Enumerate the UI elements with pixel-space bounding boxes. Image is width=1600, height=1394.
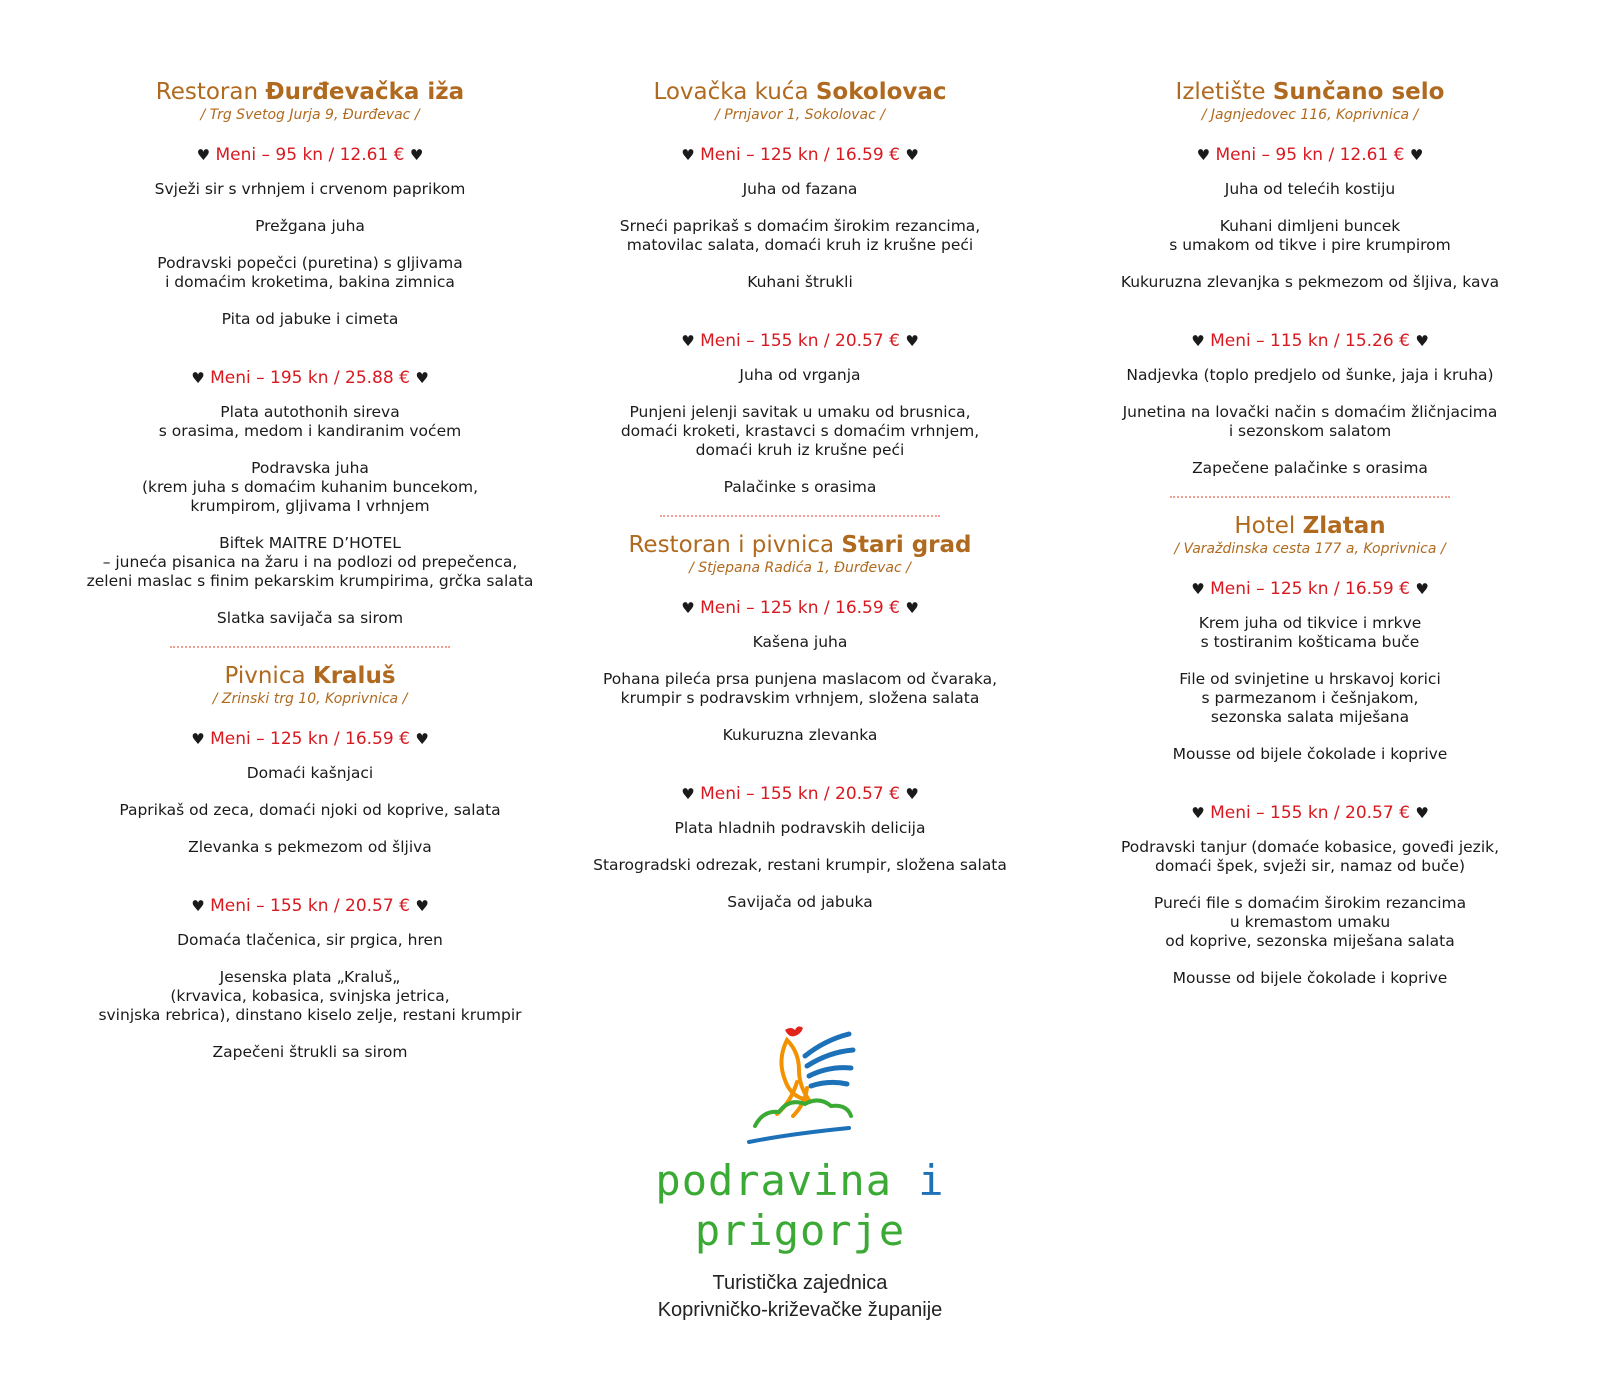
menu-price: Meni – 155 kn / 20.57 € — [700, 784, 900, 804]
restaurant-section — [575, 78, 1025, 497]
menu-dish: Svježi sir s vrhnjem i crvenom paprikom — [154, 180, 466, 198]
heart-icon: ♥ — [1415, 332, 1429, 350]
menu-dish: Srneći paprikaš s domaćim širokim rezancima, matovilac salata, domaći kruh iz krušne peći — [619, 217, 981, 254]
menu-heading — [70, 367, 550, 389]
menu-price: Meni – 155 kn / 20.57 € — [1210, 803, 1410, 823]
menu-dish: Zapečene palačinke s orasima — [1192, 459, 1428, 477]
heart-icon: ♥ — [905, 146, 919, 164]
menu-dish: Domaći kašnjaci — [246, 764, 374, 782]
restaurant-address: / Jagnjedovec 116, Koprivnica / — [1201, 107, 1419, 123]
heart-icon: ♥ — [681, 599, 695, 617]
menu-price: Meni – 125 kn / 16.59 € — [700, 145, 900, 165]
menu-dish: Palačinke s orasima — [723, 478, 877, 496]
menu-dish: Kašena juha — [752, 633, 848, 651]
heart-icon: ♥ — [196, 146, 211, 164]
restaurant-section — [70, 78, 550, 628]
heart-icon: ♥ — [1415, 580, 1429, 598]
menu-dish: Kukuruzna zlevanjka s pekmezom od šljiva, kava — [1120, 273, 1500, 291]
restaurant-address: / Trg Svetog Jurja 9, Đurđevac / — [200, 107, 420, 123]
restaurant-title-prefix: Lovačka kuća — [653, 79, 809, 105]
menu-price: Meni – 125 kn / 16.59 € — [210, 729, 410, 749]
restaurant-title-prefix: Izletište — [1175, 79, 1266, 105]
menu-price: Meni – 95 kn / 12.61 € — [1215, 145, 1405, 165]
menu-price: Meni – 155 kn / 20.57 € — [210, 896, 410, 916]
heart-icon: ♥ — [1196, 146, 1211, 164]
restaurant-section — [1070, 78, 1550, 478]
menu-price: Meni – 115 kn / 15.26 € — [1210, 331, 1410, 351]
menu-price: Meni – 125 kn / 16.59 € — [1210, 579, 1410, 599]
menu-dish: Zlevanka s pekmezom od šljiva — [188, 838, 432, 856]
menu-heading — [575, 597, 1025, 619]
column-3 — [1070, 78, 1550, 1006]
restaurant-title — [575, 531, 1025, 559]
menu-dish: Mousse od bijele čokolade i koprive — [1172, 969, 1448, 987]
heart-icon: ♥ — [415, 897, 429, 915]
heart-icon: ♥ — [415, 369, 429, 387]
footer-logo — [620, 1020, 980, 1324]
organization-line-2: Koprivničko-križevačke županije — [657, 1299, 943, 1321]
menu-dish: Plata autothonih sireva s orasima, medom i kandiranim voćem — [158, 403, 462, 440]
menu-dish: Pita od jabuke i cimeta — [221, 310, 399, 328]
menu-dish: Prežgana juha — [255, 217, 365, 235]
menu-dish: Podravski popečci (puretina) s gljivama i domaćim kroketima, bakina zimnica — [157, 254, 463, 291]
rooster-icon — [735, 1020, 865, 1150]
restaurant-address: / Prnjavor 1, Sokolovac / — [715, 107, 885, 123]
menu-dish: Biftek MAITRE D’HOTEL – juneća pisanica na žaru i na podlozi od prepečenca, zeleni maslac s finim pekarskim krumpirima, grčka salata — [86, 534, 534, 590]
menu-dish: Jesenska plata „Kraluš„ (krvavica, kobasica, svinjska jetrica, svinjska rebrica), dinstano kiselo zelje, restani krumpir — [98, 968, 522, 1024]
menu-heading — [1070, 578, 1550, 600]
restaurant-title — [70, 78, 550, 106]
column-1 — [70, 78, 550, 1080]
restaurant-title-prefix: Hotel — [1234, 513, 1296, 539]
heart-icon: ♥ — [191, 897, 205, 915]
menu-heading — [575, 144, 1025, 166]
restaurant-title-name: Sokolovac — [815, 79, 947, 105]
restaurant-title-prefix: Restoran — [155, 79, 259, 105]
menu-heading — [1070, 802, 1550, 824]
menu-price: Meni – 155 kn / 20.57 € — [700, 331, 900, 351]
heart-icon: ♥ — [681, 332, 695, 350]
menu-dish: Mousse od bijele čokolade i koprive — [1172, 745, 1448, 763]
menu-dish: Slatka savijača sa sirom — [216, 609, 404, 627]
section-divider — [660, 515, 940, 517]
heart-icon: ♥ — [1409, 146, 1424, 164]
restaurant-title — [1070, 78, 1550, 106]
logo-word-2: i — [918, 1156, 945, 1205]
restaurant-title — [70, 662, 550, 690]
menu-dish: Kuhani štrukli — [747, 273, 853, 291]
menu-dish: Juha od fazana — [742, 180, 858, 198]
heart-icon: ♥ — [409, 146, 424, 164]
logo-word-1: podravina — [655, 1156, 892, 1205]
heart-icon: ♥ — [681, 785, 695, 803]
restaurant-title-name: Stari grad — [841, 532, 972, 558]
menu-heading — [1070, 330, 1550, 352]
menu-dish: Punjeni jelenji savitak u umaku od brusnica, domaći kroketi, krastavci s domaćim vrhnjem, domaći kruh iz krušne peći — [620, 403, 980, 459]
heart-icon: ♥ — [905, 599, 919, 617]
restaurant-title-prefix: Restoran i pivnica — [628, 532, 835, 558]
restaurant-title-prefix: Pivnica — [224, 663, 306, 689]
menu-dish: Savijača od jabuka — [727, 893, 873, 911]
menu-dish: Podravska juha (krem juha s domaćim kuhanim buncekom, krumpirom, gljivama I vrhnjem — [141, 459, 479, 515]
organization-line-1: Turistička zajednica — [712, 1272, 888, 1294]
menu-heading — [575, 783, 1025, 805]
menu-heading — [575, 330, 1025, 352]
heart-icon: ♥ — [905, 785, 919, 803]
logo-wordmark — [620, 1156, 980, 1256]
menu-dish: Krem juha od tikvice i mrkve s tostiranim košticama buče — [1198, 614, 1422, 651]
restaurant-title-name: Zlatan — [1302, 513, 1386, 539]
menu-dish: Pureći file s domaćim širokim rezancima u kremastom umaku od koprive, sezonska miješana salata — [1153, 894, 1467, 950]
menu-heading — [70, 728, 550, 750]
menu-dish: Junetina na lovački način s domaćim žličnjacima i sezonskom salatom — [1122, 403, 1498, 440]
heart-icon: ♥ — [191, 369, 205, 387]
restaurant-title — [575, 78, 1025, 106]
restaurant-title-name: Sunčano selo — [1272, 79, 1445, 105]
menu-dish: Podravski tanjur (domaće kobasice, goveđi jezik, domaći špek, svježi sir, namaz od buče) — [1120, 838, 1500, 875]
menu-price: Meni – 195 kn / 25.88 € — [210, 368, 410, 388]
menu-dish: Juha od telećih kostiju — [1224, 180, 1396, 198]
menu-dish: Kuhani dimljeni buncek s umakom od tikve i pire krumpirom — [1169, 217, 1451, 254]
heart-icon: ♥ — [681, 146, 695, 164]
heart-icon: ♥ — [1415, 804, 1429, 822]
heart-icon: ♥ — [1191, 580, 1205, 598]
menu-dish: Juha od vrganja — [739, 366, 861, 384]
menu-price: Meni – 95 kn / 12.61 € — [215, 145, 405, 165]
menu-heading — [1070, 144, 1550, 166]
menu-dish: Zapečeni štrukli sa sirom — [212, 1043, 408, 1061]
restaurant-section — [1070, 512, 1550, 988]
logo-word-3: prigorje — [694, 1206, 906, 1255]
restaurant-address: / Zrinski trg 10, Koprivnica / — [212, 691, 408, 707]
section-divider — [1170, 496, 1450, 498]
menu-dish: Paprikaš od zeca, domaći njoki od koprive, salata — [119, 801, 501, 819]
heart-icon: ♥ — [415, 730, 429, 748]
menu-dish: Pohana pileća prsa punjena maslacom od čvaraka, krumpir s podravskim vrhnjem, složena salata — [602, 670, 998, 707]
menu-dish: File od svinjetine u hrskavoj korici s parmezanom i češnjakom, sezonska salata miješana — [1179, 670, 1441, 726]
restaurant-address: / Varaždinska cesta 177 a, Koprivnica / — [1174, 541, 1446, 557]
restaurant-title-name: Đurđevačka iža — [265, 79, 465, 105]
menu-heading — [70, 895, 550, 917]
restaurant-title — [1070, 512, 1550, 540]
heart-icon: ♥ — [191, 730, 205, 748]
section-divider — [170, 646, 450, 648]
menu-dish: Plata hladnih podravskih delicija — [674, 819, 926, 837]
heart-icon: ♥ — [1191, 804, 1205, 822]
menu-dish: Starogradski odrezak, restani krumpir, složena salata — [593, 856, 1007, 874]
menu-dish: Nadjevka (toplo predjelo od šunke, jaja i kruha) — [1126, 366, 1494, 384]
heart-icon: ♥ — [905, 332, 919, 350]
restaurant-title-name: Kraluš — [312, 663, 396, 689]
menu-dish: Domaća tlačenica, sir prgica, hren — [177, 931, 443, 949]
column-2 — [575, 78, 1025, 930]
restaurant-section — [575, 531, 1025, 912]
organization-name — [620, 1270, 980, 1324]
menu-price: Meni – 125 kn / 16.59 € — [700, 598, 900, 618]
restaurant-address: / Stjepana Radića 1, Đurđevac / — [689, 560, 911, 576]
menu-dish: Kukuruzna zlevanka — [722, 726, 878, 744]
restaurant-section — [70, 662, 550, 1062]
heart-icon: ♥ — [1191, 332, 1205, 350]
menu-heading — [70, 144, 550, 166]
